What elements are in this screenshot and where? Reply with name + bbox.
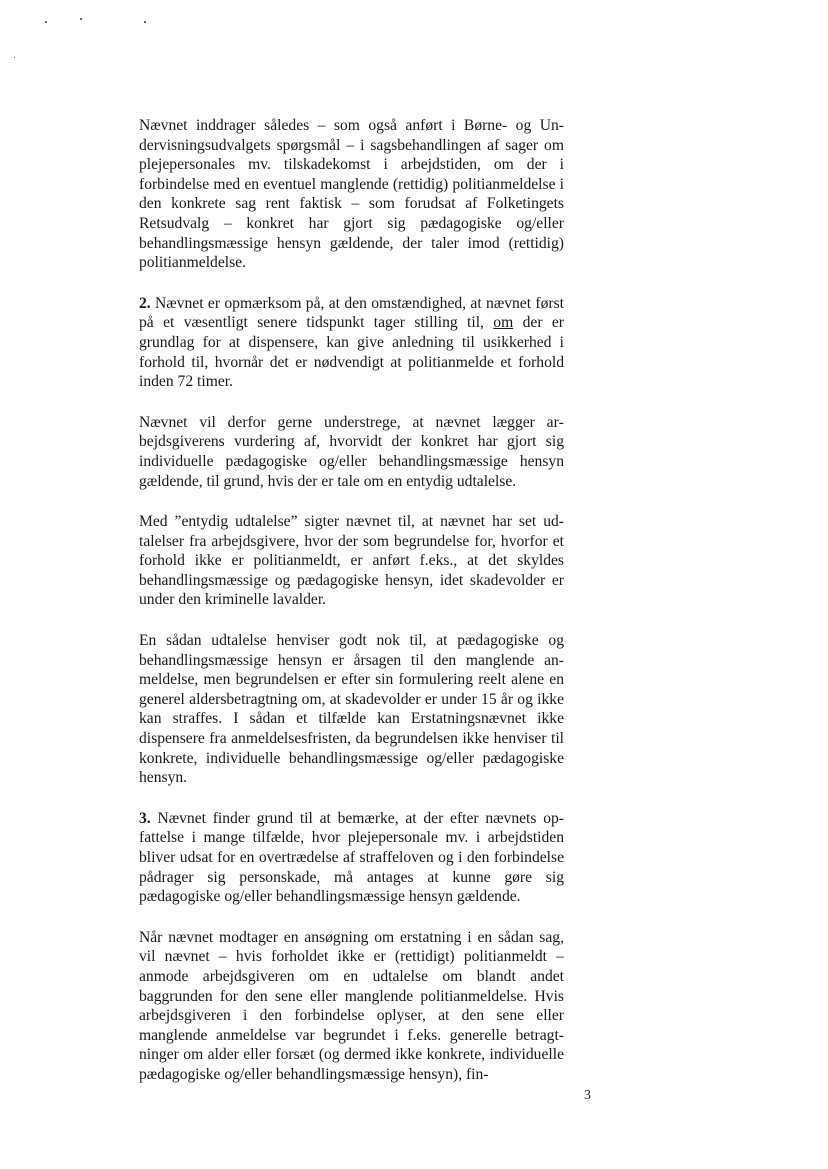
section-number: 3. <box>139 809 151 827</box>
underlined-word: om <box>493 314 514 332</box>
paragraph-4: Med ”entydig udtalelse” sigter nævnet til, at nævnet har set udtalelser fra arbejdsgivere, hvor der som begrundelse for, hvorfor et forhold ikke er politianmeldt, er anført f.eks., at det skyldes behandlingsmæssige og pædagogiske hensyn, idet skadevolder er under den kriminelle lavalder. <box>139 513 564 609</box>
document-body <box>139 116 564 1106</box>
paragraph-7: Når nævnet modtager en ansøgning om erstatning i en sådan sag, vil nævnet – hvis forholdet ikke er (rettidigt) politianmeldt – anmode arbejdsgiveren om en udtalelse om blandt andet baggrunden for den sene eller manglende politianmeldelse. Hvis arbejdsgiveren i den forbindelse oplyser, at den sene eller manglende anmeldelse var begrundet i f.eks. generelle betragtninger om alder eller forsæt (og dermed ikke konkrete, individuelle pædagogiske og/eller behandlingsmæssige hensyn), fin- <box>139 928 564 1083</box>
scan-speck <box>80 18 82 20</box>
paragraph-1: Nævnet inddrager således – som også anført i Børne- og Undervisningsudvalgets spørgsmål – i sagsbehandlingen af sager om plejepersonales mv. tilskadekomst i arbejdstiden, om der i forbindelse med en eventuel manglende (rettidig) politianmeldelse i den konkrete sag rent faktisk – som forudsat af Folketingets Retsudvalg – konkret har gjort sig pædagogiske og/eller behandlingsmæssige hensyn gældende, der taler imod (rettidig) politianmeldelse. <box>139 117 564 272</box>
scan-speck <box>144 21 146 23</box>
paragraph-text: Nævnet er opmærksom på, at den omstændighed, at nævnet først på et væsentligt senere tidspunkt tager stilling til, <box>139 294 564 332</box>
scan-speck <box>45 21 47 23</box>
paragraph-2 <box>139 294 564 392</box>
paragraph-5: En sådan udtalelse henviser godt nok til, at pædagogiske og behandlingsmæssige hensyn er årsagen til den manglende anmeldelse, men begrundelsen er efter sin formulering reelt alene en generel aldersbetragtning om, at skadevolder er under 15 år og ikke kan straffes. I sådan et tilfælde kan Erstatningsnævnet ikke dispensere fra anmeldelsesfristen, da begrundelsen ikke henviser til konkrete, individuelle behandlingsmæssige og/eller pædagogiske hensyn. <box>139 632 564 787</box>
paragraph-text: Nævnet finder grund til at bemærke, at der efter nævnets opfattelse i mange tilfælde, hvor plejepersonale mv. i arbejdstiden bliver udsat for en overtrædelse af straffeloven og i den forbindelse pådrager sig personskade, må antages at kunne gøre sig pædagogiske og/eller behandlingsmæssige hensyn gældende. <box>139 809 564 906</box>
paragraph-text: der er grundlag for at dispensere, kan give anledning til usikkerhed i forhold til, hvornår det er nødvendigt at politianmelde et forhold inden 72 timer. <box>139 314 564 391</box>
paragraph-6 <box>139 809 564 907</box>
page-number: 3 <box>584 1088 591 1103</box>
scan-speck <box>14 57 15 58</box>
section-number: 2. <box>139 294 151 312</box>
paragraph-3: Nævnet vil derfor gerne understrege, at nævnet lægger arbejdsgiverens vurdering af, hvorvidt der konkret har gjort sig individuelle pædagogiske og/eller behandlingsmæssige hensyn gældende, til grund, hvis der er tale om en entydig udtalelse. <box>139 413 564 490</box>
